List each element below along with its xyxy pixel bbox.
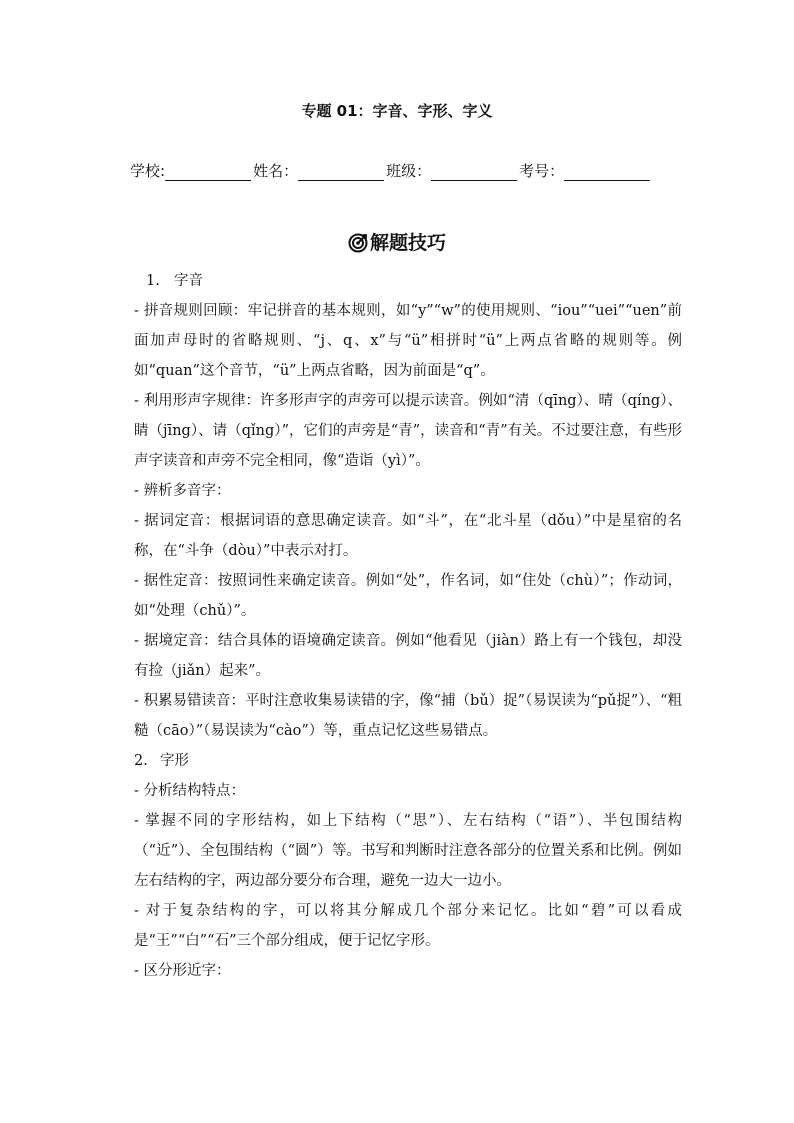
school-blank[interactable] [165,164,251,181]
paragraph: - 掌握不同的字形结构，如上下结构（“思”）、左右结构（“语”）、半包围结构（“近”）、全包围结构（“圆”）等。书写和判断时注意各部分的位置关系和比例。例如左右结构的字，两边部分要分布合理，避免一边大一边小。 [134,813,682,889]
paragraph: - 对于复杂结构的字，可以将其分解成几个部分来记忆。比如“碧”可以看成是“王”“白”“石”三个部分组成，便于记忆字形。 [134,903,682,949]
paragraph: - 利用形声字规律：许多形声字的声旁可以提示读音。例如“清（qīng）、晴（qíng）、睛（jīng）、请（qǐng）”，它们的声旁是“青”，读音和“青”有关。不过要注意，有些形声字读音和声旁不完全相同，像“造诣（yì）”。 [134,393,682,469]
name-blank[interactable] [298,164,384,181]
paragraph: - 拼音规则回顾：牢记拼音的基本规则，如“y”“w”的使用规则、“iou”“uei”“uen”前面加声母时的省略规则、“j、q、x”与“ü”相拼时“ü”上两点省略的规则等。例如“quan”这个音节，“ü”上两点省略，因为前面是“q”。 [134,303,682,379]
paragraph: - 区分形近字： [134,963,231,979]
name-label: 姓名： [253,162,299,180]
subsection-2-number: 2. [134,753,148,769]
paragraph: - 积累易错读音：平时注意收集易读错的字，像“捕（bǔ）捉”（易误读为“pǔ捉”）、“粗糙（cāo）”（易误读为“cào”）等，重点记忆这些易错点。 [134,693,682,739]
subsection-2-heading [134,746,682,776]
paragraph: - 据性定音：按照词性来确定读音。例如“处”，作名词，如“住处（chù）”；作动词，如“处理（chǔ）”。 [134,573,682,619]
student-info-row [130,160,652,181]
class-blank[interactable] [431,164,517,181]
paragraph: - 辨析多音字： [134,483,231,499]
section-heading [0,228,794,255]
target-icon [348,233,368,253]
section-heading-text: 解题技巧 [369,232,446,254]
subsection-1-heading [134,266,682,296]
content-body [134,266,682,986]
paragraph: - 据境定音：结合具体的语境确定读音。例如“他看见（jiàn）路上有一个钱包，却没有捡（jiǎn）起来”。 [134,633,682,679]
id-blank[interactable] [564,164,650,181]
subsection-1-title: 字音 [174,273,203,289]
id-label: 考号： [519,162,565,180]
paragraph: - 分析结构特点： [134,783,246,799]
school-label: 学校: [130,162,166,180]
page-title: 专题 01：字音、字形、字义 [301,102,493,120]
subsection-1-number: 1. [146,273,160,289]
paragraph: - 据词定音：根据词语的意思确定读音。如“斗”，在“北斗星（dǒu）”中是星宿的名称，在“斗争（dòu）”中表示对打。 [134,513,682,559]
class-label: 班级： [386,162,432,180]
subsection-2-title: 字形 [160,753,189,769]
